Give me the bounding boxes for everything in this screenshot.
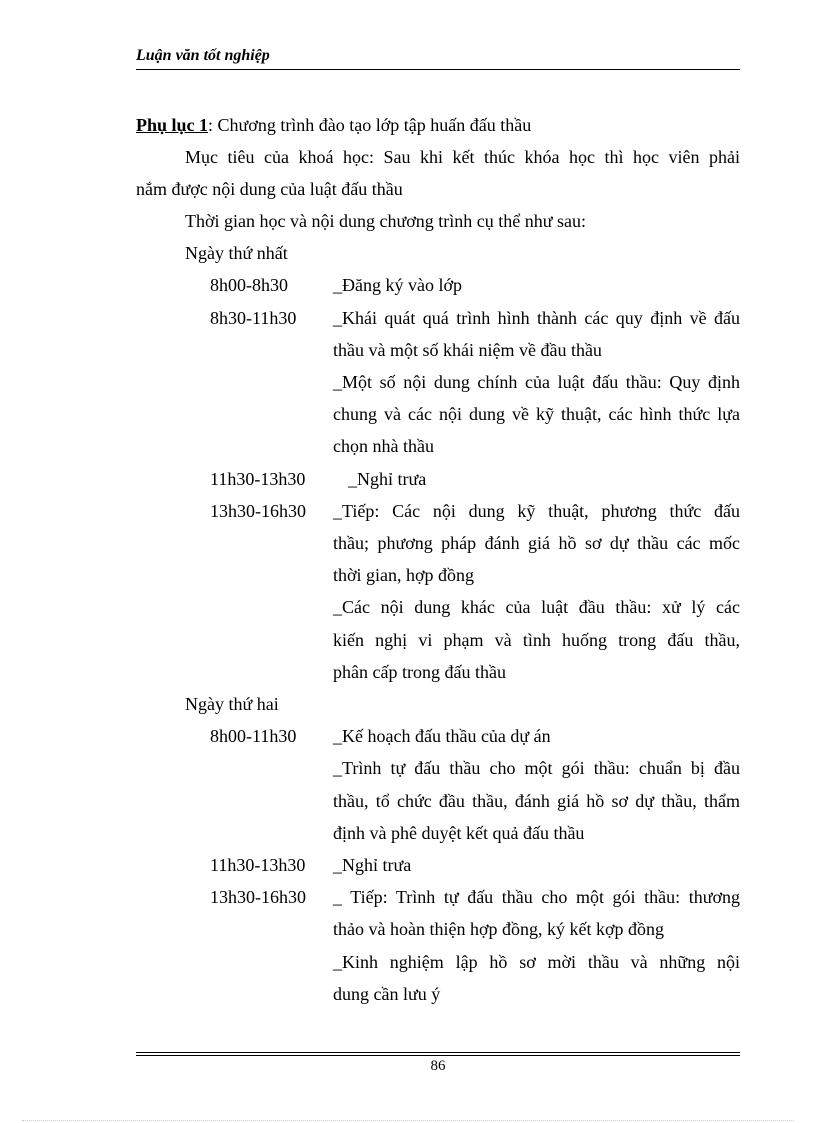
schedule-intro: Thời gian học và nội dung chương trình cụ thể như sau:: [185, 211, 586, 231]
day1-slot2-text: _Khái quát quá trình hình thành các quy định về đấu: [333, 308, 740, 328]
day2-slot2-text: _Nghỉ trưa: [333, 855, 412, 875]
appendix-heading: [136, 114, 531, 136]
day2-slot1-text: _Kế hoạch đấu thầu của dự án: [333, 726, 551, 746]
running-header: Luận văn tốt nghiệp: [136, 47, 270, 64]
day1-slot2-text: _Một số nội dung chính của luật đấu thầu: Quy định: [333, 372, 740, 392]
day2-slot3-text: _Kinh nghiệm lập hồ sơ mời thầu và những nội: [333, 952, 740, 972]
day1-slot4-text: _Tiếp: Các nội dung kỹ thuật, phương thức đấu: [333, 501, 740, 521]
day2-title: Ngày thứ hai: [185, 694, 279, 714]
goal-line-2: nắm được nội dung của luật đấu thầu: [136, 179, 403, 199]
day1-slot4-text: phân cấp trong đấu thầu: [333, 662, 506, 682]
day2-slot1-text: định và phê duyệt kết quả đấu thầu: [333, 823, 585, 843]
day1-slot1-time: 8h00-8h30: [210, 275, 288, 295]
day2-slot2-time: 11h30-13h30: [210, 855, 306, 875]
page-edge-dots: [22, 1120, 794, 1121]
day2-slot3-time: 13h30-16h30: [210, 887, 306, 907]
day1-slot4-text: kiến nghị vi phạm và tình huống trong đấu thầu,: [333, 630, 740, 650]
day1-slot2-text: chọn nhà thầu: [333, 436, 434, 456]
day1-slot3-text: _Nghỉ trưa: [348, 469, 427, 489]
day2-slot3-text: _ Tiếp: Trình tự đấu thầu cho một gói thầu: thương: [333, 887, 740, 907]
appendix-title: : Chương trình đào tạo lớp tập huấn đấu thầu: [208, 115, 532, 135]
goal-line-1: Mục tiêu của khoá học: Sau khi kết thúc khóa học thì học viên phải: [185, 147, 740, 167]
appendix-label: Phụ lục 1: [136, 115, 209, 135]
day2-slot3-text: thảo và hoàn thiện hợp đồng, ký kết kợp đồng: [333, 919, 664, 939]
header-rule: [136, 69, 740, 70]
day1-title: Ngày thứ nhất: [185, 243, 288, 263]
day1-slot4-text: thầu; phương pháp đánh giá hồ sơ dự thầu các mốc: [333, 533, 740, 553]
page-number: 86: [430, 1058, 446, 1074]
day2-slot1-text: _Trình tự đấu thầu cho một gói thầu: chuẩn bị đầu: [333, 758, 740, 778]
day2-slot1-text: thầu, tổ chức đầu thầu, đánh giá hồ sơ dự thầu, thẩm: [333, 791, 740, 811]
day1-slot2-time: 8h30-11h30: [210, 308, 297, 328]
day2-slot3-text: dung cần lưu ý: [333, 984, 441, 1004]
day1-slot3-time: 11h30-13h30: [210, 469, 306, 489]
day1-slot1-text: _Đăng ký vào lớp: [333, 275, 462, 295]
footer-rule: [136, 1052, 740, 1053]
day1-slot2-text: thầu và một số khái niệm về đầu thầu: [333, 340, 602, 360]
day1-slot2-text: chung và các nội dung về kỹ thuật, các hình thức lựa: [333, 404, 740, 424]
footer-rule: [136, 1055, 740, 1056]
day2-slot1-time: 8h00-11h30: [210, 726, 297, 746]
day1-slot4-text: thời gian, hợp đồng: [333, 565, 475, 585]
day1-slot4-time: 13h30-16h30: [210, 501, 306, 521]
day1-slot4-text: _Các nội dung khác của luật đầu thầu: xử lý các: [333, 597, 740, 617]
